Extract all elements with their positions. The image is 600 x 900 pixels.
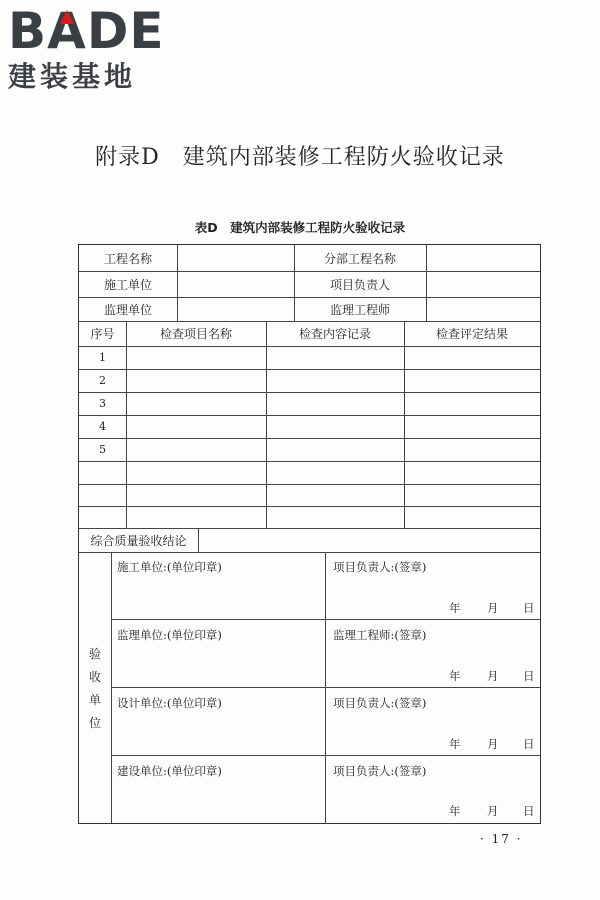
supervising-engineer-sign-label: 监理工程师:(签章) bbox=[333, 628, 427, 642]
date-day: 日 bbox=[523, 737, 535, 751]
grid-line bbox=[198, 528, 199, 552]
grid-line bbox=[79, 346, 540, 347]
sub-project-name-label: 分部工程名称 bbox=[323, 251, 396, 266]
acceptance-label-char: 验 bbox=[88, 646, 101, 661]
construction-unit-seal-label: 施工单位:(单位印章) bbox=[117, 560, 222, 574]
date-month: 月 bbox=[487, 737, 499, 751]
date-year: 年 bbox=[449, 804, 461, 818]
column-header-content: 检查内容记录 bbox=[298, 327, 371, 341]
logo-text-cn: 建装基地 bbox=[8, 60, 137, 93]
column-header-item: 检查项目名称 bbox=[159, 327, 232, 341]
construction-unit-label: 施工单位 bbox=[103, 277, 152, 292]
table-title: 表D 建筑内部装修工程防火验收记录 bbox=[194, 220, 406, 235]
project-manager-sign-label: 项目负责人:(签章) bbox=[333, 696, 427, 710]
design-unit-seal-label: 设计单位:(单位印章) bbox=[117, 696, 222, 710]
project-manager-sign-label: 项目负责人:(签章) bbox=[333, 560, 427, 574]
project-manager-sign-label: 项目负责人:(签章) bbox=[333, 764, 427, 778]
row-number: 4 bbox=[99, 420, 106, 433]
grid-line bbox=[426, 245, 427, 321]
date-month: 月 bbox=[487, 601, 499, 615]
supervision-unit-label: 监理单位 bbox=[103, 302, 152, 317]
row-number: 2 bbox=[99, 374, 106, 387]
acceptance-label-char: 位 bbox=[88, 715, 101, 730]
grid-line bbox=[79, 506, 540, 507]
row-number: 3 bbox=[99, 397, 106, 410]
date-month: 月 bbox=[487, 804, 499, 818]
grid-line bbox=[79, 415, 540, 416]
column-header-result: 检查评定结果 bbox=[435, 327, 508, 341]
date-month: 月 bbox=[487, 669, 499, 683]
project-manager-label: 项目负责人 bbox=[329, 277, 390, 292]
grid-line bbox=[126, 321, 127, 528]
grid-line bbox=[177, 245, 178, 321]
owner-unit-seal-label: 建设单位:(单位印章) bbox=[117, 764, 222, 778]
logo-text-en: BA DE bbox=[8, 2, 165, 60]
column-header-no: 序号 bbox=[90, 327, 115, 341]
grid-line bbox=[325, 552, 326, 823]
date-year: 年 bbox=[449, 669, 461, 683]
grid-line bbox=[266, 321, 267, 528]
grid-line bbox=[404, 321, 405, 528]
row-number: 5 bbox=[99, 443, 106, 456]
grid-line bbox=[79, 438, 540, 439]
page-number: · 17 · bbox=[480, 832, 523, 846]
supervision-unit-seal-label: 监理单位:(单位印章) bbox=[117, 628, 222, 642]
conclusion-label: 综合质量验收结论 bbox=[90, 533, 187, 548]
acceptance-label-char: 收 bbox=[88, 669, 101, 684]
grid-line bbox=[111, 552, 112, 823]
date-day: 日 bbox=[523, 601, 535, 615]
acceptance-form bbox=[78, 244, 541, 824]
supervising-engineer-label: 监理工程师 bbox=[329, 302, 390, 317]
logo-triangle-icon bbox=[60, 10, 74, 24]
page-title: 附录D 建筑内部装修工程防火验收记录 bbox=[95, 145, 505, 170]
grid-line bbox=[79, 392, 540, 393]
row-number: 1 bbox=[99, 351, 106, 364]
project-name-label: 工程名称 bbox=[103, 251, 152, 266]
grid-line bbox=[79, 552, 540, 553]
acceptance-label-char: 单 bbox=[88, 692, 101, 707]
date-day: 日 bbox=[523, 669, 535, 683]
date-year: 年 bbox=[449, 601, 461, 615]
grid-line bbox=[79, 461, 540, 462]
date-day: 日 bbox=[523, 804, 535, 818]
grid-line bbox=[79, 369, 540, 370]
grid-line bbox=[79, 484, 540, 485]
date-year: 年 bbox=[449, 737, 461, 751]
logo bbox=[8, 2, 178, 93]
